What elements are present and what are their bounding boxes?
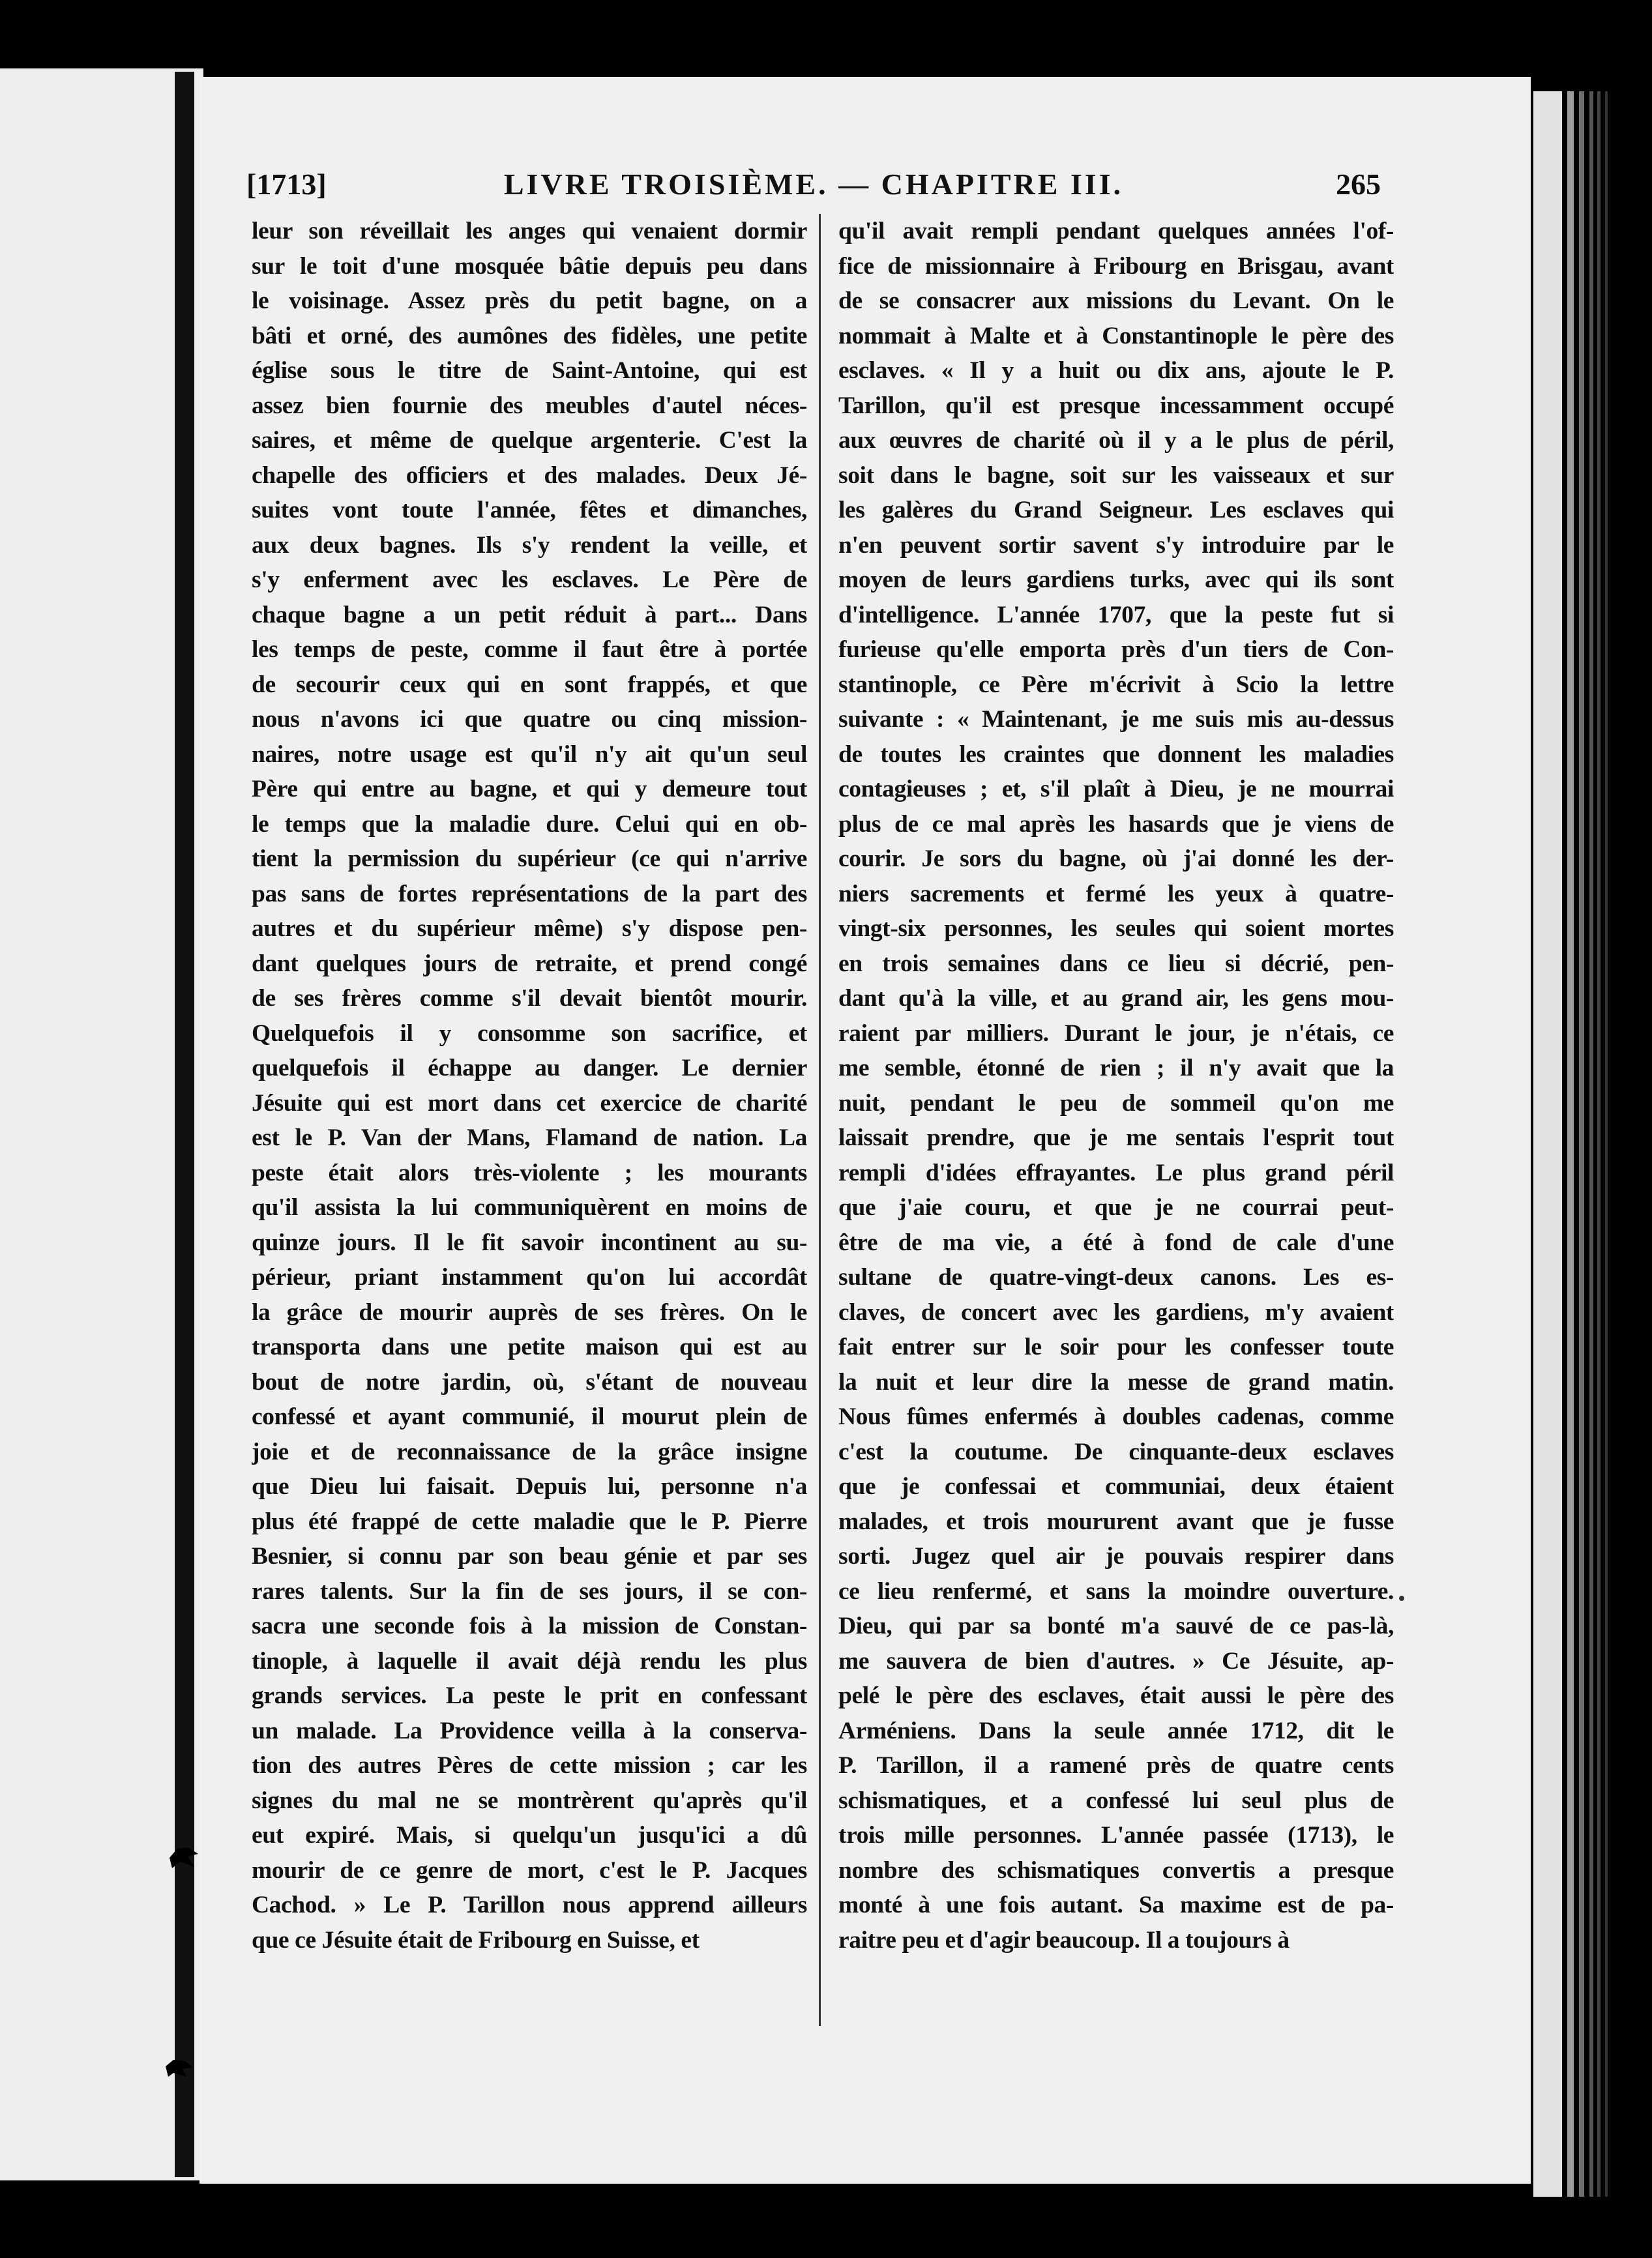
text-line: soit dans le bagne, soit sur les vaisseaux et sur xyxy=(838,462,1394,489)
text-line: c'est la coutume. De cinquante-deux esclaves xyxy=(838,1438,1394,1465)
text-line: furieuse qu'elle emporta près d'un tiers de Con- xyxy=(838,636,1394,663)
page-number: 265 xyxy=(1336,168,1381,201)
text-line: quelquefois il échappe au danger. Le dernier xyxy=(252,1055,807,1081)
text-line: qu'il avait rempli pendant quelques années l'of- xyxy=(838,218,1394,244)
text-line: laissait prendre, que je me sentais l'esprit tout xyxy=(838,1124,1394,1151)
text-line: Cachod. » Le P. Tarillon nous apprend ailleurs xyxy=(252,1892,807,1918)
text-line: rempli d'idées effrayantes. Le plus grand péril xyxy=(838,1159,1394,1186)
text-line: signes du mal ne se montrèrent qu'après qu'il xyxy=(252,1787,807,1814)
text-line: claves, de concert avec les gardiens, m'y avaient xyxy=(838,1298,1394,1326)
text-line: est le P. Van der Mans, Flamand de nation. La xyxy=(252,1124,807,1151)
text-line: saires, et même de quelque argenterie. C'est la xyxy=(252,427,807,454)
right-text-column xyxy=(838,214,1394,1957)
text-line: schismatiques, et a confessé lui seul plus de xyxy=(838,1787,1394,1814)
text-line: Quelquefois il y consomme son sacrifice, et xyxy=(252,1019,807,1047)
text-line: Père qui entre au bagne, et qui y demeure tout xyxy=(252,776,807,802)
text-line: assez bien fournie des meubles d'autel néces- xyxy=(252,392,807,419)
text-line: sultane de quatre-vingt-deux canons. Les es- xyxy=(838,1264,1394,1291)
text-line: que j'aie couru, et que je ne courrai peut- xyxy=(838,1194,1394,1221)
text-line: vingt-six personnes, les seules qui soient mortes xyxy=(838,915,1394,942)
text-line: nuit, pendant le peu de sommeil qu'on me xyxy=(838,1089,1394,1117)
text-line: que ce Jésuite était de Fribourg en Suisse, et xyxy=(252,1926,700,1954)
text-line: malades, et trois moururent avant que je fusse xyxy=(838,1508,1394,1535)
text-line: trois mille personnes. L'année passée (1713), le xyxy=(838,1822,1394,1849)
text-line: ce lieu renfermé, et sans la moindre ouverture. xyxy=(838,1577,1394,1605)
text-line: Tarillon, qu'il est presque incessamment occupé xyxy=(838,392,1394,419)
text-line: s'y enferment avec les esclaves. Le Père de xyxy=(252,566,807,593)
text-line: me semble, étonné de rien ; il n'y avait que la xyxy=(838,1055,1394,1081)
text-line: raient par milliers. Durant le jour, je n'étais, ce xyxy=(838,1019,1394,1047)
text-line: rares talents. Sur la fin de ses jours, il se con- xyxy=(252,1577,807,1605)
text-line: sorti. Jugez quel air je pouvais respirer dans xyxy=(838,1543,1394,1570)
text-line: d'intelligence. L'année 1707, que la peste fut si xyxy=(838,601,1394,628)
book-clip-icon xyxy=(163,2055,194,2079)
left-text-column xyxy=(252,214,807,1957)
text-line: suites vont toute l'année, fêtes et dimanches, xyxy=(252,497,807,523)
text-line: eut expiré. Mais, si quelqu'un jusqu'ici a dû xyxy=(252,1822,807,1849)
text-line: dant quelques jours de retraite, et prend congé xyxy=(252,950,807,977)
text-line: bout de notre jardin, où, s'étant de nouveau xyxy=(252,1368,807,1396)
text-line: de secourir ceux qui en sont frappés, et que xyxy=(252,671,807,698)
text-line: que je confessai et communiai, deux étaient xyxy=(838,1473,1394,1500)
text-line: grands services. La peste le prit en confessant xyxy=(252,1682,807,1709)
text-line: de toutes les craintes que donnent les maladies xyxy=(838,740,1394,768)
text-line: qu'il assista la lui communiquèrent en moins de xyxy=(252,1194,807,1221)
text-line: pelé le père des esclaves, était aussi le père des xyxy=(838,1682,1394,1709)
text-line: que Dieu lui faisait. Depuis lui, personne n'a xyxy=(252,1473,807,1500)
text-line: fait entrer sur le soir pour les confesser toute xyxy=(838,1334,1394,1360)
text-line: plus de ce mal après les hasards que je viens de xyxy=(838,810,1394,838)
text-line: fice de missionnaire à Fribourg en Brisgau, avant xyxy=(838,252,1394,280)
text-line: Dieu, qui par sa bonté m'a sauvé de ce pas-là, xyxy=(838,1613,1394,1639)
text-line: le voisinage. Assez près du petit bagne, on a xyxy=(252,287,807,314)
text-line: Nous fûmes enfermés à doubles cadenas, comme xyxy=(838,1403,1394,1430)
text-line: nombre des schismatiques convertis a presque xyxy=(838,1856,1394,1884)
text-line: peste était alors très-violente ; les mourants xyxy=(252,1159,807,1186)
text-line: aux deux bagnes. Ils s'y rendent la veille, et xyxy=(252,531,807,559)
text-line: moyen de leurs gardiens turks, avec qui ils sont xyxy=(838,566,1394,593)
text-line: contagieuses ; et, s'il plaît à Dieu, je ne mourrai xyxy=(838,776,1394,802)
text-line: suivante : « Maintenant, je me suis mis au-dessus xyxy=(838,706,1394,733)
text-line: esclaves. « Il y a huit ou dix ans, ajoute le P. xyxy=(838,357,1394,384)
text-line: courir. Je sors du bagne, où j'ai donné les der- xyxy=(838,845,1394,872)
text-line: périeur, priant instamment qu'on lui accordât xyxy=(252,1264,807,1291)
text-line: un malade. La Providence veilla à la conserva- xyxy=(252,1717,807,1744)
ink-speck xyxy=(1399,1596,1404,1601)
text-line: confessé et ayant communié, il mourut plein de xyxy=(252,1403,807,1430)
book-clip-icon xyxy=(168,1845,199,1869)
text-line: joie et de reconnaissance de la grâce insigne xyxy=(252,1438,807,1465)
text-line: chaque bagne a un petit réduit à part... Dans xyxy=(252,601,807,628)
text-line: la grâce de mourir auprès de ses frères. On le xyxy=(252,1298,807,1326)
text-line: mourir de ce genre de mort, c'est le P. Jacques xyxy=(252,1856,807,1884)
book-page xyxy=(199,77,1531,2184)
text-line: monté à une fois autant. Sa maxime est de pa- xyxy=(838,1892,1394,1918)
text-line: de ses frères comme s'il devait bientôt mourir. xyxy=(252,985,807,1012)
text-line: stantinople, ce Père m'écrivit à Scio la lettre xyxy=(838,671,1394,698)
text-line: plus été frappé de cette maladie que le P. Pierre xyxy=(252,1508,807,1535)
text-line: sacra une seconde fois à la mission de Constan- xyxy=(252,1613,807,1639)
text-line: P. Tarillon, il a ramené près de quatre cents xyxy=(838,1752,1394,1779)
text-line: n'en peuvent sortir savent s'y introduire par le xyxy=(838,531,1394,559)
running-header xyxy=(246,167,1381,219)
text-line: de se consacrer aux missions du Levant. On le xyxy=(838,287,1394,314)
text-line: me sauvera de bien d'autres. » Ce Jésuite, ap- xyxy=(838,1647,1394,1675)
text-line: raitre peu et d'agir beaucoup. Il a toujours à xyxy=(838,1926,1290,1954)
text-line: être de ma vie, a été à fond de cale d'une xyxy=(838,1229,1394,1256)
text-line: bâti et orné, des aumônes des fidèles, une petite xyxy=(252,322,807,349)
column-divider xyxy=(819,214,821,2026)
text-line: Besnier, si connu par son beau génie et par ses xyxy=(252,1543,807,1570)
text-line: aux œuvres de charité où il y a le plus de péril, xyxy=(838,427,1394,454)
text-line: tient la permission du supérieur (ce qui n'arrive xyxy=(252,845,807,872)
text-line: quinze jours. Il le fit savoir incontinent au su- xyxy=(252,1229,807,1256)
text-line: leur son réveillait les anges qui venaient dormir xyxy=(252,218,807,244)
header-year: [1713] xyxy=(246,168,327,201)
text-line: Jésuite qui est mort dans cet exercice de charité xyxy=(252,1089,807,1117)
text-line: église sous le titre de Saint-Antoine, qui est xyxy=(252,357,807,384)
text-line: tinople, à laquelle il avait déjà rendu les plus xyxy=(252,1647,807,1675)
text-line: le temps que la maladie dure. Celui qui en ob- xyxy=(252,810,807,838)
text-line: tion des autres Pères de cette mission ; car les xyxy=(252,1752,807,1779)
text-line: pas sans de fortes représentations de la part des xyxy=(252,880,807,907)
text-line: chapelle des officiers et des malades. Deux Jé- xyxy=(252,462,807,489)
text-line: transporta dans une petite maison qui est au xyxy=(252,1334,807,1360)
page-stack-edges xyxy=(1533,91,1651,2197)
text-line: dant qu'à la ville, et au grand air, les gens mou- xyxy=(838,985,1394,1012)
text-line: sur le toit d'une mosquée bâtie depuis peu dans xyxy=(252,252,807,280)
text-line: naires, notre usage est qu'il n'y ait qu'un seul xyxy=(252,740,807,768)
text-line: les temps de peste, comme il faut être à portée xyxy=(252,636,807,663)
text-line: nommait à Malte et à Constantinople le père des xyxy=(838,322,1394,349)
text-line: en trois semaines dans ce lieu si décrié, pen- xyxy=(838,950,1394,977)
text-line: la nuit et leur dire la messe de grand matin. xyxy=(838,1368,1394,1396)
header-chapter-title: LIVRE TROISIÈME. — CHAPITRE III. xyxy=(503,168,1124,201)
text-line: niers sacrements et fermé les yeux à quatre- xyxy=(838,880,1394,907)
text-line: les galères du Grand Seigneur. Les esclaves qui xyxy=(838,497,1394,523)
text-line: autres et du supérieur même) s'y dispose pen- xyxy=(252,915,807,942)
text-line: nous n'avons ici que quatre ou cinq mission- xyxy=(252,706,807,733)
text-line: Arméniens. Dans la seule année 1712, dit le xyxy=(838,1717,1394,1744)
